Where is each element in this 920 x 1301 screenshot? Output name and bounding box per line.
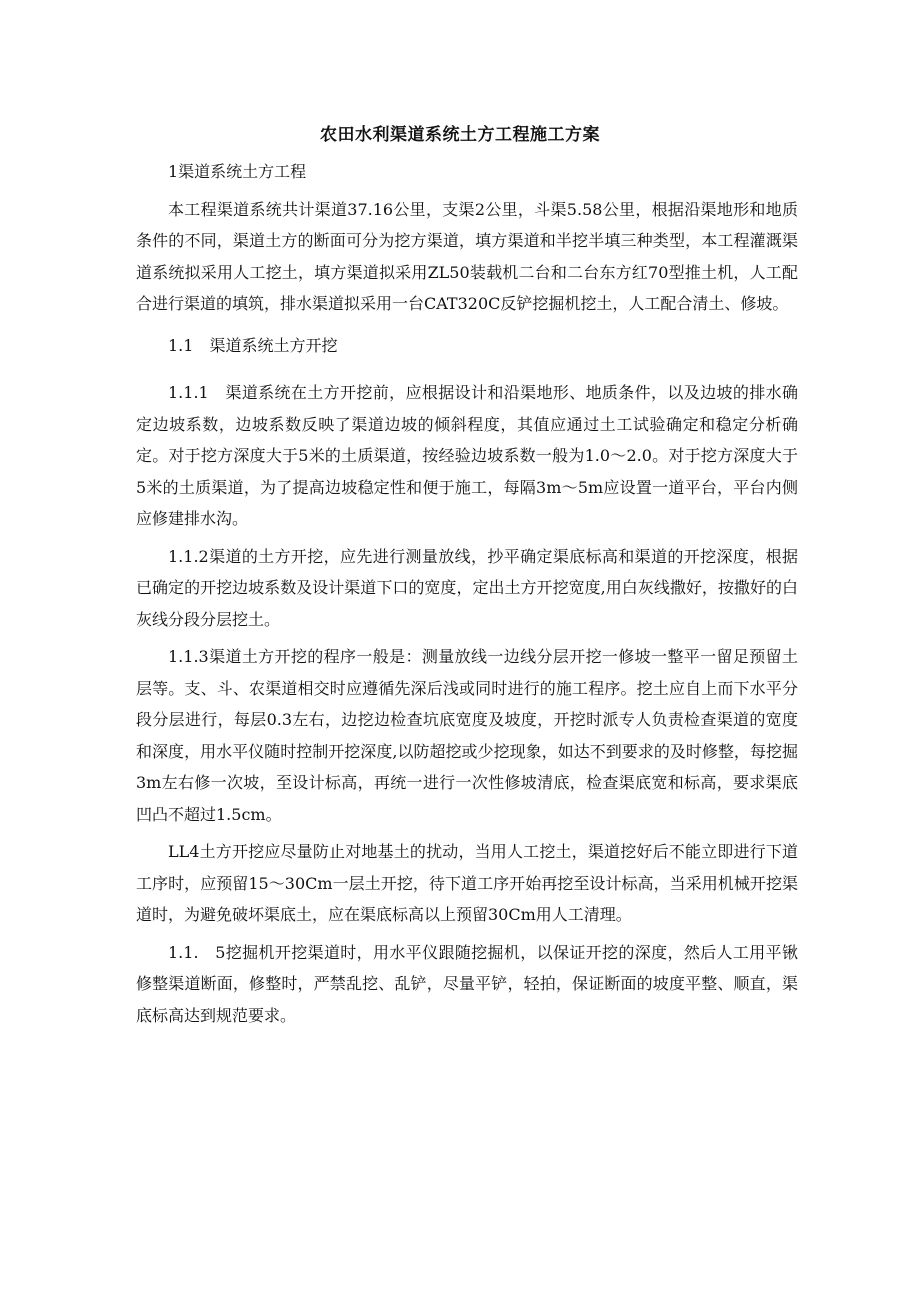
paragraph-1-1-1: 1.1.1 渠道系统在土方开挖前，应根据设计和沿渠地形、地质条件，以及边坡的排水确定边坡系数，边坡系数反映了渠道边坡的倾斜程度，其值应通过土工试验确定和稳定分析确定。对于挖方深度大于5米的土质渠道，按经验边坡系数一般为1.0～2.0。对于挖方深度大于5米的土质渠道，为了提高边坡稳定性和便于施工，每隔3m～5m应设置一道平台，平台内侧应修建排水沟。 xyxy=(136,383,798,528)
paragraph-1-1-3: 1.1.3渠道土方开挖的程序一般是：测量放线一边线分层开挖一修坡一整平一留足预留土层等。支、斗、农渠道相交时应遵循先深后浅或同时进行的施工程序。挖土应自上而下水平分段分层进行，每层0.3左右，边挖边检查坑底宽度及坡度，开挖时派专人负责检查渠道的宽度和深度，用水平仪随时控制开挖深度,以防超挖或少挖现象，如达不到要求的及时修整，每挖掘3m左右修一次坡，至设计标高，再统一进行一次性修坡清底，检查渠底宽和标高，要求渠底凹凸不超过1.5cm。 xyxy=(136,647,798,824)
section-heading-1: 1渠道系统土方工程 xyxy=(168,162,307,181)
paragraph-1-1-2: 1.1.2渠道的土方开挖，应先进行测量放线，抄平确定渠底标高和渠道的开挖深度，根据已确定的开挖边坡系数及设计渠道下口的宽度，定出土方开挖宽度,用白灰线撒好，按撒好的白灰线分段分层挖土。 xyxy=(136,546,798,629)
section-heading-1-1: 1.1 渠道系统土方开挖 xyxy=(168,335,338,355)
paragraph-intro: 本工程渠道系统共计渠道37.16公里，支渠2公里，斗渠5.58公里，根据沿渠地形和地质条件的不同，渠道土方的断面可分为挖方渠道，填方渠道和半挖半填三种类型，本工程灌溉渠道系统拟采用人工挖土，填方渠道拟采用ZL50装载机二台和二台东方红70型推土机，人工配合进行渠道的填筑，排水渠道拟采用一台CAT320C反铲挖掘机挖土，人工配合清土、修坡。 xyxy=(136,199,798,313)
document-body xyxy=(136,156,798,1031)
paragraph-1-1-4: LL4土方开挖应尽量防止对地基土的扰动，当用人工挖土，渠道挖好后不能立即进行下道工序时，应预留15～30Cm一层土开挖，待下道工序开始再挖至设计标高，当采用机械开挖渠道时，为避免破坏渠底土，应在渠底标高以上预留30Cm用人工清理。 xyxy=(136,842,798,924)
document-title: 农田水利渠道系统土方工程施工方案 xyxy=(320,125,600,145)
paragraph-1-1-5: 1.1. 5挖掘机开挖渠道时，用水平仪跟随挖掘机，以保证开挖的深度，然后人工用平锹修整渠道断面，修整时，严禁乱挖、乱铲，尽量平铲，轻拍，保证断面的坡度平整、顺直，渠底标高达到规范要求。 xyxy=(136,942,798,1025)
